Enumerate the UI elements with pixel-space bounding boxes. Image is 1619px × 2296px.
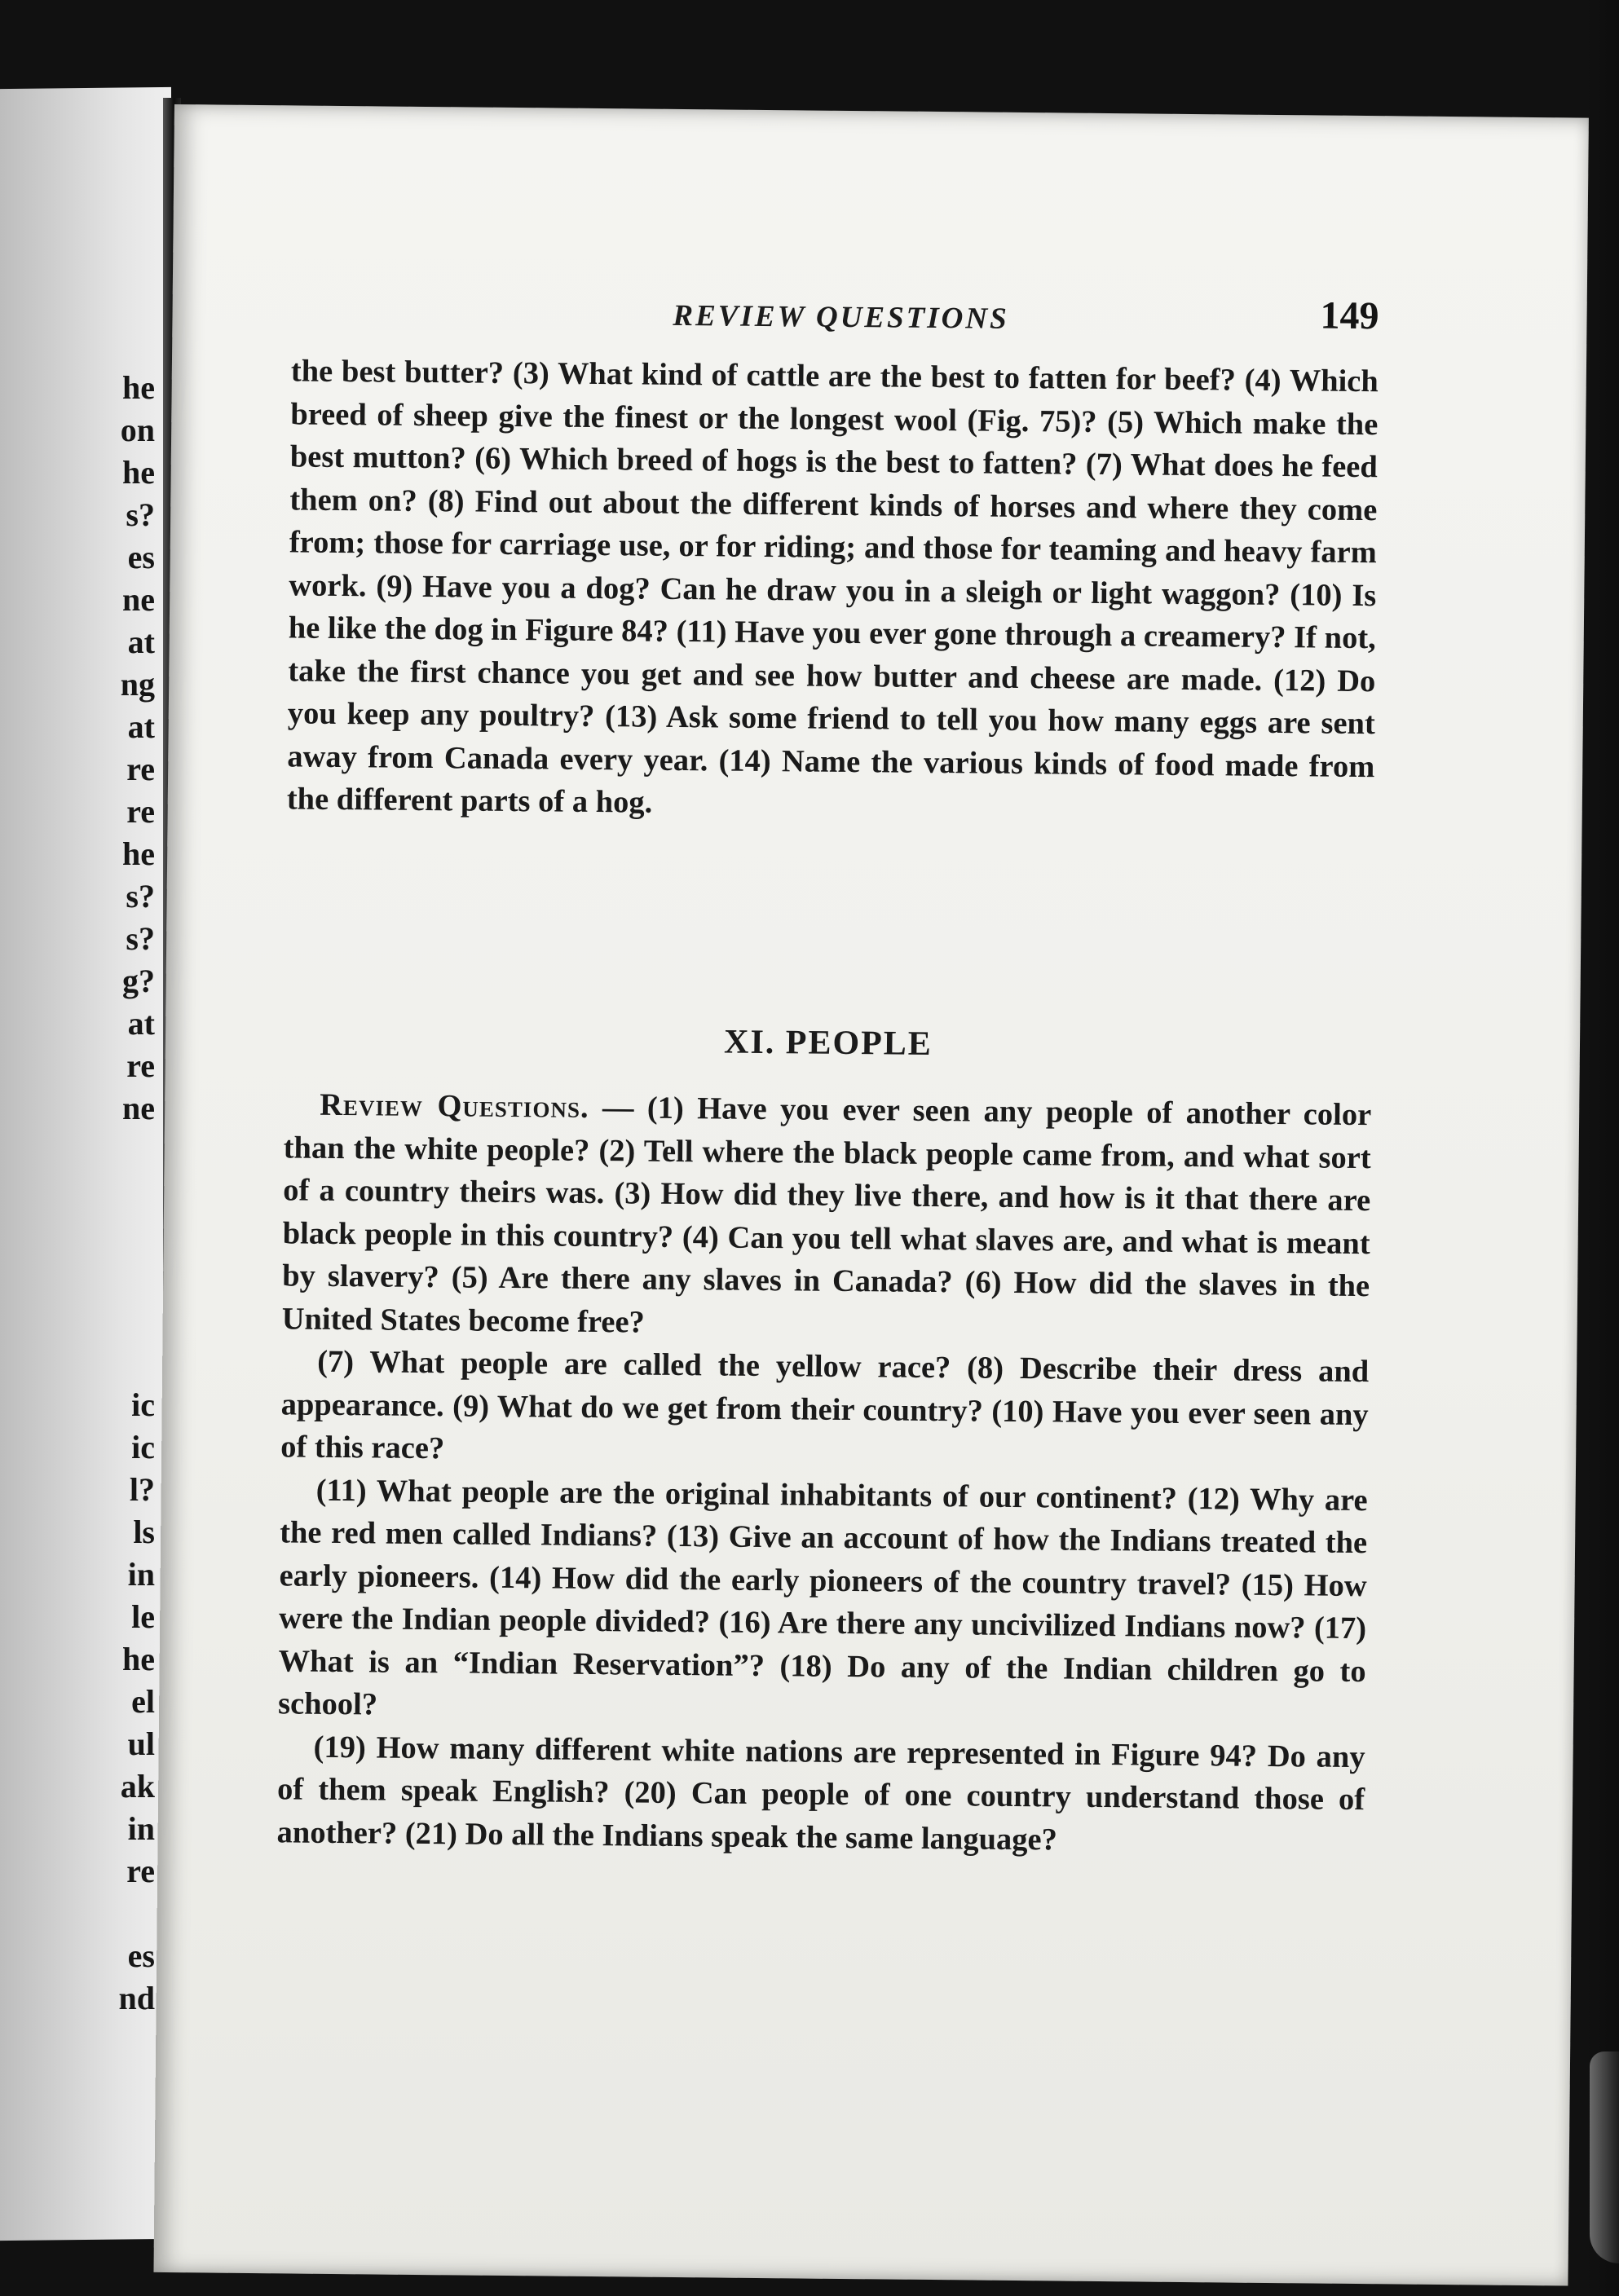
book-page xyxy=(153,104,1588,2286)
running-head: REVIEW QUESTIONS xyxy=(673,298,1009,336)
left-page-line-ending: at xyxy=(127,708,155,745)
left-page-line-ending: g? xyxy=(122,963,155,999)
left-page-line-ending: he xyxy=(122,835,155,872)
left-page-line-ending: ic xyxy=(131,1429,155,1465)
left-page-line-ending: s? xyxy=(126,878,155,914)
page-number: 149 xyxy=(1320,293,1379,338)
left-page-line-ending xyxy=(0,1299,155,1342)
left-page-line-ending: re xyxy=(126,751,155,787)
left-page-line-ending: re xyxy=(126,1853,155,1889)
left-page-line-ending: s? xyxy=(126,920,155,957)
page-header xyxy=(172,282,1379,350)
left-page-line-ending: s? xyxy=(126,496,155,533)
left-page-line-ending: he xyxy=(122,369,155,406)
left-page-line-ending xyxy=(0,1257,155,1299)
left-page-line-ending: l? xyxy=(129,1471,155,1508)
left-page-line-ending: ne xyxy=(122,1090,155,1126)
left-page-line-ending: ic xyxy=(131,1386,155,1423)
section-body xyxy=(276,1083,1371,1864)
left-page-line-ending xyxy=(0,1214,155,1257)
left-page-line-ending: el xyxy=(131,1683,155,1720)
scan-edge-shadow xyxy=(1586,0,1619,2296)
review-paragraph-3: (11) What people are the original inhabitants of our continent? (12) Why are the red men called Indians? (13) Give an account of how the Indians treated the early pioneers. (14) How did the early pioneers of the country travel? (15) How were the Indian people divided? (16) Are there any uncivilized Indians now? (17) What is an “Indian Reservation”? (18) Do any of the Indian children go to school? xyxy=(277,1473,1368,1722)
review-paragraph-1-text: — (1) Have you ever seen any people of another color than the white people? (2) Tell where the black people came from, and what sort of a country theirs was. (3) How did they live there, and how is it that there are black people in this country? (4) Can you tell what slaves are, and what is meant by slavery? (5) Are there any slaves in Canada? (6) How did the slaves in the United States become free? xyxy=(281,1090,1372,1340)
section-title: XI. PEOPLE xyxy=(723,1023,933,1063)
left-page-line-ending: ul xyxy=(127,1725,155,1762)
review-paragraph-2: (7) What people are called the yellow race? (8) Describe their dress and appearance. (9) What do we get from their country? (10) Have you ever seen any of this race? xyxy=(280,1344,1370,1466)
left-page-line-ending: ne xyxy=(122,581,155,618)
left-page-line-ending: le xyxy=(131,1598,155,1635)
left-page-line-ending: nd xyxy=(118,1980,155,2016)
page-corner-curl xyxy=(1590,2051,1619,2263)
left-page-line-ending: re xyxy=(126,1047,155,1084)
left-page-line-ending: in xyxy=(127,1810,155,1847)
left-page-line-ending: in xyxy=(127,1556,155,1593)
left-page-line-ending: re xyxy=(126,793,155,830)
continued-questions: the best butter? (3) What kind of cattle are the best to fatten for beef? (4) Which breed of sheep give the finest or the longest wool (Fig. 75)? (5) Which make the best mutton? (6) Which breed of hogs is the best to fatten? (7) What does he feed them on? (8) Find out about the different kinds of horses and where they come from; those for carriage use, or for riding; and those for teaming and heavy farm work. (9) Have you a dog? Can he draw you in a sleigh or light waggon? (10) Is he like the dog in Figure 84? (11) Have you ever gone through a creamery? If not, take the first chance you get and see how butter and cheese are made. (12) Do you keep any poultry? (13) Ask some friend to tell you how many eggs are sent away from Canada every year. (14) Name the various kinds of food made from the different parts of a hog. xyxy=(286,354,1379,820)
left-page-line-ending: he xyxy=(122,454,155,491)
review-lead-in: Review Questions. xyxy=(320,1087,589,1125)
left-page-line-ending xyxy=(0,1130,155,1172)
left-page-line-ending xyxy=(0,1342,155,1384)
continued-questions-block xyxy=(287,350,1379,831)
left-page-line-ending: ls xyxy=(133,1514,155,1550)
left-page-line-ending: on xyxy=(120,412,155,448)
left-page-line-ending: ng xyxy=(120,666,155,703)
left-page-line-ending: es xyxy=(127,1937,155,1974)
left-page-line-ending: he xyxy=(122,1641,155,1677)
left-page-line-ending xyxy=(0,1172,155,1214)
left-page-line-endings xyxy=(0,367,155,2020)
left-page-line-ending xyxy=(0,1893,155,1935)
review-paragraph-4: (19) How many different white nations are represented in Figure 94? Do any of them speak English? (20) Can people of one country understand those of another? (21) Do all the Indians speak the same language? xyxy=(276,1730,1365,1857)
left-page-line-ending: es xyxy=(127,539,155,575)
left-page-line-ending: ak xyxy=(120,1768,155,1805)
review-paragraph-1 xyxy=(281,1083,1371,1351)
left-page-line-ending: at xyxy=(127,624,155,660)
left-page-line-ending: at xyxy=(127,1005,155,1042)
